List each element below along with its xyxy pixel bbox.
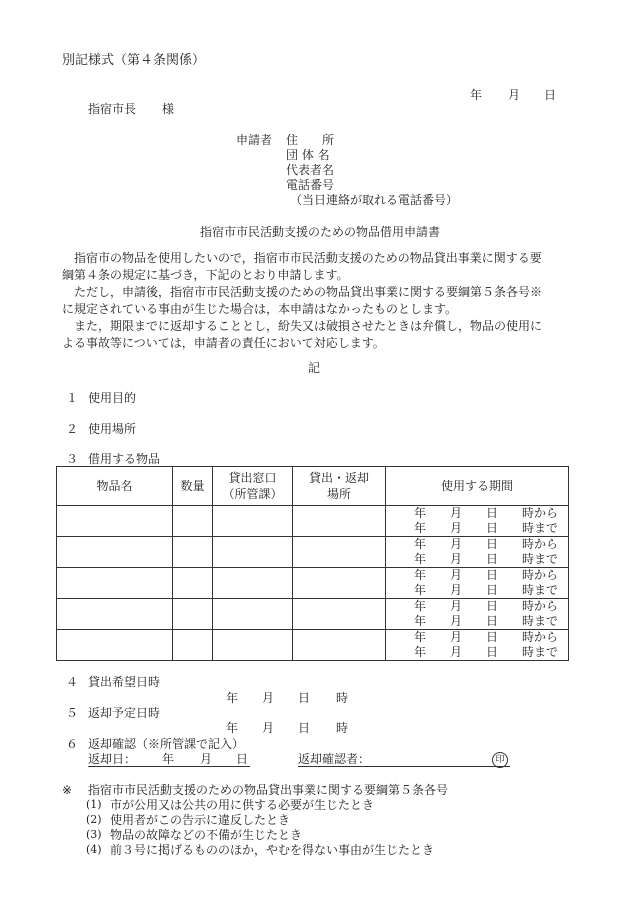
note-item-4-text: 前３号に掲げるもののほか，やむを得ない事由が生じたとき bbox=[110, 843, 435, 857]
header-usage-period: 使用する期間 bbox=[386, 467, 569, 506]
cell-window[interactable] bbox=[213, 568, 293, 599]
item-4-label: 貸出希望日時 bbox=[88, 675, 161, 689]
item-6-label: 返却確認（※所管課で記入） bbox=[88, 737, 245, 751]
cell-quantity[interactable] bbox=[173, 506, 213, 537]
cell-item-name[interactable] bbox=[57, 506, 173, 537]
return-day: 日 bbox=[236, 752, 249, 766]
item-1-label: 使用目的 bbox=[88, 391, 137, 405]
return-date-label: 返却日： bbox=[88, 752, 137, 766]
confirmer-label: 返却確認者： bbox=[298, 752, 371, 766]
honorific: 様 bbox=[162, 102, 175, 116]
cell-item-name[interactable] bbox=[57, 599, 173, 630]
cell-item-name[interactable] bbox=[57, 537, 173, 568]
item-5-month: 月 bbox=[262, 721, 275, 735]
header-quantity: 数量 bbox=[173, 467, 213, 506]
cell-place[interactable] bbox=[293, 630, 386, 661]
cell-period[interactable]: 年 月 日 時から 年 月 日 時まで bbox=[386, 537, 569, 568]
item-4-day: 日 bbox=[298, 691, 311, 705]
applicant-representative: 代表者名 bbox=[286, 163, 335, 177]
table-row bbox=[57, 599, 569, 630]
cell-window[interactable] bbox=[213, 506, 293, 537]
cell-window[interactable] bbox=[213, 599, 293, 630]
document-title: 指宿市市民活動支援のための物品借用申請書 bbox=[200, 225, 441, 239]
items-table bbox=[56, 466, 569, 661]
item-1-number: １ bbox=[66, 391, 79, 405]
applicant-address: 住 所 bbox=[286, 133, 335, 147]
cell-place[interactable] bbox=[293, 568, 386, 599]
body-paragraph-1: 指宿市の物品を使用したいので，指宿市市民活動支援のための物品貸出事業に関する要 綱第４条の規定に基づき，下記のとおり申請します。 bbox=[62, 251, 542, 282]
cell-period[interactable]: 年 月 日 時から 年 月 日 時まで bbox=[386, 599, 569, 630]
item-6-number: ６ bbox=[66, 737, 79, 751]
header-lend-return-place: 貸出・返却場所 bbox=[293, 467, 386, 506]
body-paragraph-3: また，期限までに返却することとし，紛失又は破損させたときは弁償し，物品の使用に よる事故等については，申請者の責任において対応します。 bbox=[62, 319, 543, 350]
note-mark: ※ bbox=[62, 783, 73, 797]
item-4-year: 年 bbox=[226, 691, 239, 705]
table-row bbox=[57, 537, 569, 568]
note-item-1-number: (1) bbox=[86, 798, 102, 811]
form-label: 別記様式（第４条関係） bbox=[62, 53, 206, 68]
body-paragraph-2: ただし，申請後，指宿市市民活動支援のための物品貸出事業に関する要綱第５条各号※ に規定されている事由が生じた場合は，本申請はなかったものとします。 bbox=[62, 285, 543, 316]
date-day: 日 bbox=[544, 88, 557, 102]
cell-item-name[interactable] bbox=[57, 630, 173, 661]
item-3-label: 借用する物品 bbox=[88, 452, 161, 466]
cell-period[interactable]: 年 月 日 時から 年 月 日 時まで bbox=[386, 506, 569, 537]
seal-mark: 印 bbox=[492, 752, 508, 768]
header-item-name: 物品名 bbox=[57, 467, 173, 506]
item-2-number: ２ bbox=[66, 422, 79, 436]
date-month: 月 bbox=[508, 88, 521, 102]
item-2-label: 使用場所 bbox=[88, 422, 137, 436]
cell-period[interactable]: 年 月 日 時から 年 月 日 時まで bbox=[386, 630, 569, 661]
item-3-number: ３ bbox=[66, 452, 79, 466]
cell-window[interactable] bbox=[213, 537, 293, 568]
item-4-month: 月 bbox=[262, 691, 275, 705]
table-header-row bbox=[57, 467, 569, 506]
return-date-underline bbox=[88, 766, 250, 767]
addressee: 指宿市長 bbox=[88, 102, 137, 116]
ki-heading: 記 bbox=[308, 361, 321, 375]
table-row bbox=[57, 568, 569, 599]
header-lending-window: 貸出窓口（所管課） bbox=[213, 467, 293, 506]
return-month: 月 bbox=[200, 752, 213, 766]
table-row bbox=[57, 506, 569, 537]
cell-place[interactable] bbox=[293, 506, 386, 537]
item-5-year: 年 bbox=[226, 721, 239, 735]
cell-window[interactable] bbox=[213, 630, 293, 661]
item-5-day: 日 bbox=[298, 721, 311, 735]
applicant-label: 申請者 bbox=[236, 133, 273, 147]
note-item-2-number: (2) bbox=[86, 813, 102, 826]
date-year: 年 bbox=[470, 88, 483, 102]
cell-place[interactable] bbox=[293, 599, 386, 630]
table-row bbox=[57, 630, 569, 661]
cell-quantity[interactable] bbox=[173, 568, 213, 599]
applicant-group-name: 団 体 名 bbox=[286, 148, 330, 162]
note-item-4-number: (4) bbox=[86, 843, 102, 856]
note-item-1-text: 市が公用又は公共の用に供する必要が生じたとき bbox=[110, 798, 375, 812]
note-item-3-text: 物品の故障などの不備が生じたとき bbox=[110, 828, 303, 842]
cell-quantity[interactable] bbox=[173, 599, 213, 630]
return-year: 年 bbox=[162, 752, 175, 766]
item-5-number: ５ bbox=[66, 706, 79, 720]
item-4-number: ４ bbox=[66, 675, 79, 689]
note-title: 指宿市市民活動支援のための物品貸出事業に関する要綱第５条各号 bbox=[88, 783, 449, 797]
cell-item-name[interactable] bbox=[57, 568, 173, 599]
cell-period[interactable]: 年 月 日 時から 年 月 日 時まで bbox=[386, 568, 569, 599]
item-4-hour: 時 bbox=[336, 691, 349, 705]
cell-place[interactable] bbox=[293, 537, 386, 568]
confirmer-underline bbox=[298, 766, 510, 767]
applicant-phone-note: （当日連絡が取れる電話番号） bbox=[290, 193, 459, 207]
cell-quantity[interactable] bbox=[173, 630, 213, 661]
applicant-phone: 電話番号 bbox=[286, 178, 335, 192]
cell-quantity[interactable] bbox=[173, 537, 213, 568]
note-item-3-number: (3) bbox=[86, 828, 102, 841]
item-5-hour: 時 bbox=[336, 721, 349, 735]
item-5-label: 返却予定日時 bbox=[88, 706, 161, 720]
note-item-2-text: 使用者がこの告示に違反したとき bbox=[110, 813, 291, 827]
